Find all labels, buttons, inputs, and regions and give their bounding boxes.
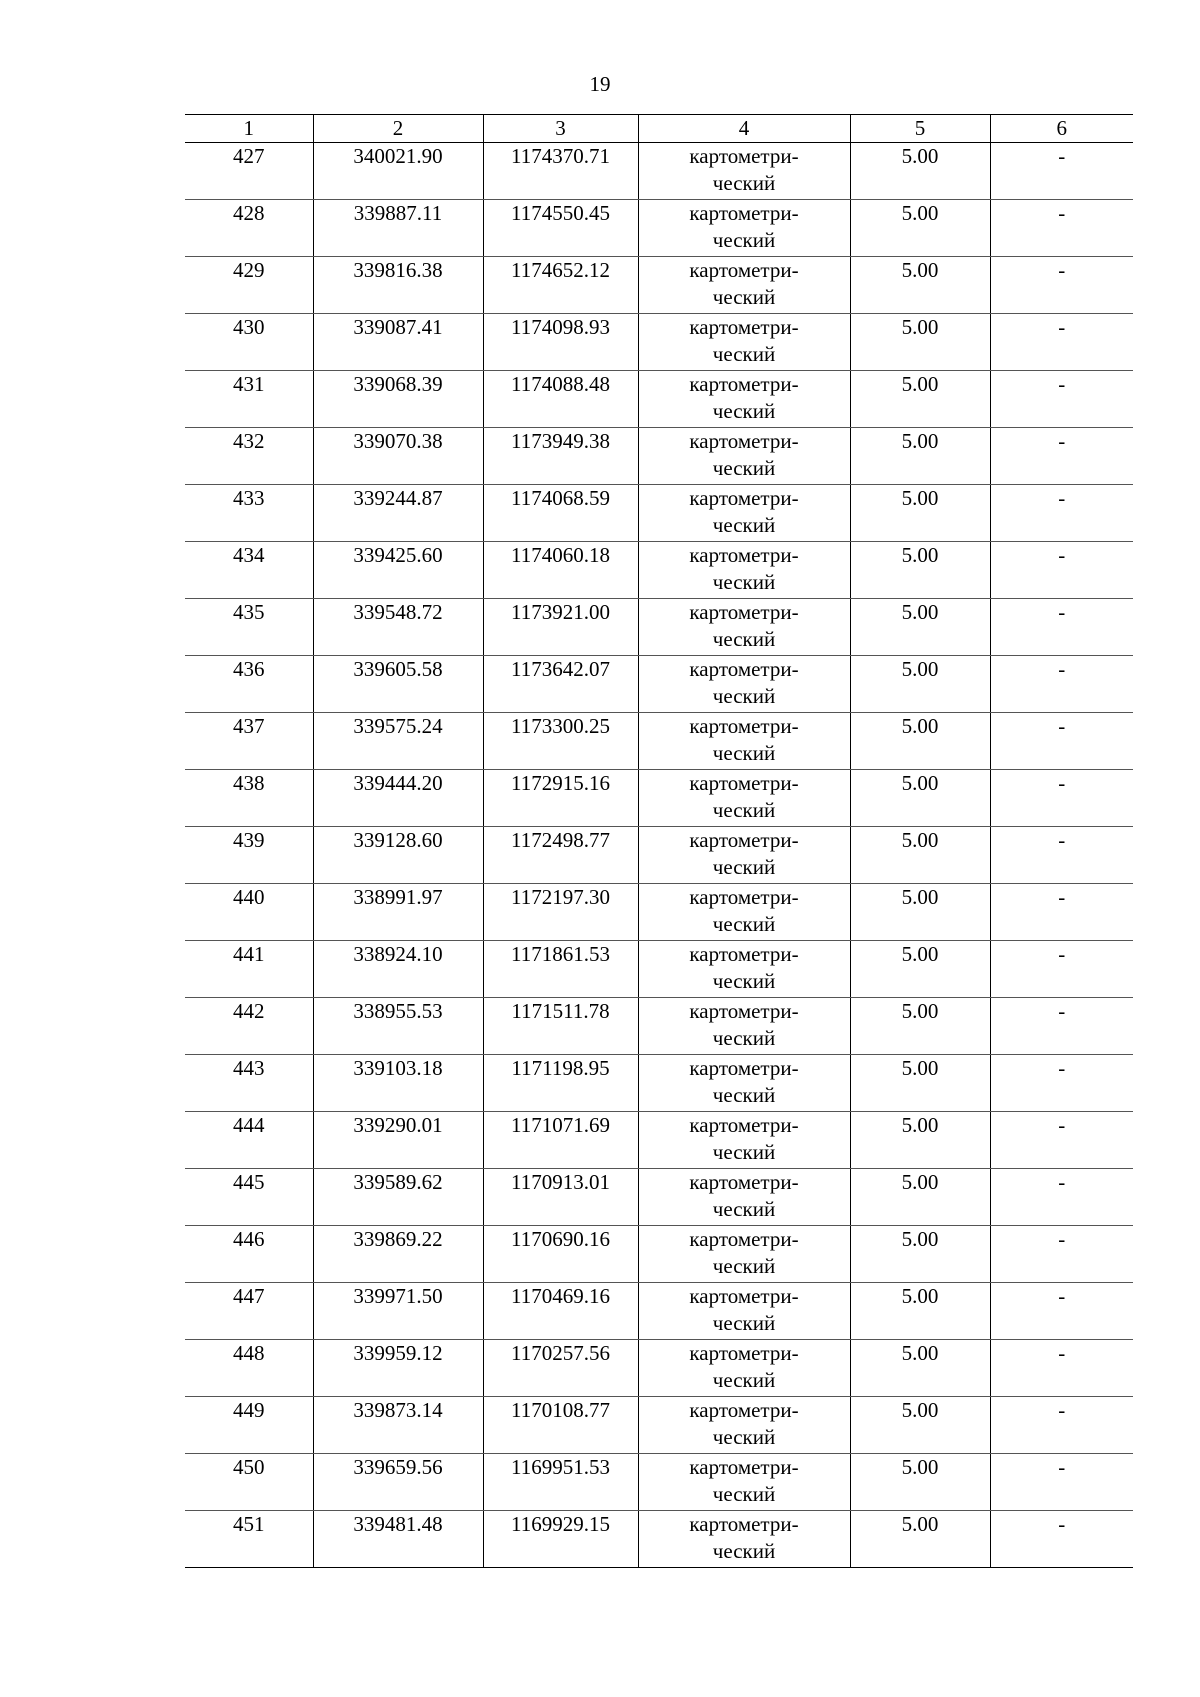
table-row — [185, 143, 1133, 200]
method-line: ческий — [712, 741, 776, 765]
x-coordinate-cell: 339605.58 — [313, 656, 483, 713]
x-coordinate-cell: 339290.01 — [313, 1112, 483, 1169]
x-coordinate-cell: 339087.41 — [313, 314, 483, 371]
note-cell: - — [990, 941, 1133, 998]
method-cell — [638, 200, 850, 257]
note-cell: - — [990, 599, 1133, 656]
note-cell: - — [990, 770, 1133, 827]
accuracy-cell: 5.00 — [850, 1340, 990, 1397]
table-row — [185, 1055, 1133, 1112]
accuracy-cell: 5.00 — [850, 713, 990, 770]
x-coordinate-cell: 339575.24 — [313, 713, 483, 770]
x-coordinate-cell: 339873.14 — [313, 1397, 483, 1454]
accuracy-cell: 5.00 — [850, 1283, 990, 1340]
x-coordinate-cell: 339068.39 — [313, 371, 483, 428]
table-row — [185, 656, 1133, 713]
y-coordinate-cell: 1173949.38 — [483, 428, 638, 485]
table-row — [185, 1340, 1133, 1397]
method-line: ческий — [712, 1140, 776, 1164]
coordinates-table — [185, 114, 1133, 1568]
point-number-cell: 432 — [185, 428, 313, 485]
accuracy-cell: 5.00 — [850, 200, 990, 257]
table-row — [185, 542, 1133, 599]
x-coordinate-cell: 339548.72 — [313, 599, 483, 656]
method-cell — [638, 827, 850, 884]
method-cell — [638, 599, 850, 656]
method-cell — [638, 1511, 850, 1568]
y-coordinate-cell: 1174088.48 — [483, 371, 638, 428]
page-number: 19 — [589, 72, 611, 96]
x-coordinate-cell: 340021.90 — [313, 143, 483, 200]
method-cell — [638, 1169, 850, 1226]
method-line: картометри- — [689, 144, 799, 168]
table-row — [185, 941, 1133, 998]
method-line: картометри- — [689, 315, 799, 339]
table-row — [185, 827, 1133, 884]
table-row — [185, 200, 1133, 257]
x-coordinate-cell: 339070.38 — [313, 428, 483, 485]
note-cell: - — [990, 1397, 1133, 1454]
table-row — [185, 257, 1133, 314]
table-row — [185, 485, 1133, 542]
point-number-cell: 448 — [185, 1340, 313, 1397]
point-number-cell: 431 — [185, 371, 313, 428]
method-line: картометри- — [689, 999, 799, 1023]
accuracy-cell: 5.00 — [850, 599, 990, 656]
point-number-cell: 427 — [185, 143, 313, 200]
y-coordinate-cell: 1170469.16 — [483, 1283, 638, 1340]
point-number-cell: 443 — [185, 1055, 313, 1112]
note-cell: - — [990, 143, 1133, 200]
accuracy-cell: 5.00 — [850, 1511, 990, 1568]
method-line: ческий — [712, 855, 776, 879]
accuracy-cell: 5.00 — [850, 542, 990, 599]
y-coordinate-cell: 1172498.77 — [483, 827, 638, 884]
note-cell: - — [990, 713, 1133, 770]
method-line: картометри- — [689, 828, 799, 852]
method-line: ческий — [712, 513, 776, 537]
method-line: ческий — [712, 969, 776, 993]
accuracy-cell: 5.00 — [850, 371, 990, 428]
method-line: картометри- — [689, 258, 799, 282]
table-row — [185, 1283, 1133, 1340]
method-cell — [638, 371, 850, 428]
note-cell: - — [990, 884, 1133, 941]
x-coordinate-cell: 339589.62 — [313, 1169, 483, 1226]
note-cell: - — [990, 428, 1133, 485]
table-body — [185, 143, 1133, 1568]
method-line: картометри- — [689, 1170, 799, 1194]
point-number-cell: 447 — [185, 1283, 313, 1340]
accuracy-cell: 5.00 — [850, 257, 990, 314]
accuracy-cell: 5.00 — [850, 1454, 990, 1511]
note-cell: - — [990, 1226, 1133, 1283]
method-line: ческий — [712, 1083, 776, 1107]
note-cell: - — [990, 485, 1133, 542]
accuracy-cell: 5.00 — [850, 143, 990, 200]
method-line: ческий — [712, 798, 776, 822]
x-coordinate-cell: 339481.48 — [313, 1511, 483, 1568]
point-number-cell: 429 — [185, 257, 313, 314]
method-line: ческий — [712, 171, 776, 195]
table-row — [185, 884, 1133, 941]
method-cell — [638, 998, 850, 1055]
method-line: картометри- — [689, 657, 799, 681]
y-coordinate-cell: 1171198.95 — [483, 1055, 638, 1112]
table-row — [185, 1169, 1133, 1226]
method-line: картометри- — [689, 201, 799, 225]
y-coordinate-cell: 1173642.07 — [483, 656, 638, 713]
method-line: ческий — [712, 399, 776, 423]
method-line: ческий — [712, 684, 776, 708]
point-number-cell: 449 — [185, 1397, 313, 1454]
method-line: картометри- — [689, 1227, 799, 1251]
y-coordinate-cell: 1171511.78 — [483, 998, 638, 1055]
method-cell — [638, 428, 850, 485]
accuracy-cell: 5.00 — [850, 941, 990, 998]
table-row — [185, 1397, 1133, 1454]
note-cell: - — [990, 1511, 1133, 1568]
table-row — [185, 1511, 1133, 1568]
method-line: картометри- — [689, 1284, 799, 1308]
note-cell: - — [990, 542, 1133, 599]
accuracy-cell: 5.00 — [850, 1112, 990, 1169]
y-coordinate-cell: 1173921.00 — [483, 599, 638, 656]
note-cell: - — [990, 257, 1133, 314]
method-cell — [638, 257, 850, 314]
method-line: ческий — [712, 1368, 776, 1392]
x-coordinate-cell: 338924.10 — [313, 941, 483, 998]
accuracy-cell: 5.00 — [850, 1169, 990, 1226]
method-line: ческий — [712, 1026, 776, 1050]
accuracy-cell: 5.00 — [850, 770, 990, 827]
method-line: картометри- — [689, 600, 799, 624]
note-cell: - — [990, 827, 1133, 884]
note-cell: - — [990, 1340, 1133, 1397]
table-header — [185, 115, 1133, 143]
method-line: картометри- — [689, 1398, 799, 1422]
x-coordinate-cell: 339444.20 — [313, 770, 483, 827]
method-line: ческий — [712, 1311, 776, 1335]
table-row — [185, 998, 1133, 1055]
y-coordinate-cell: 1174370.71 — [483, 143, 638, 200]
x-coordinate-cell: 339244.87 — [313, 485, 483, 542]
point-number-cell: 428 — [185, 200, 313, 257]
method-line: ческий — [712, 228, 776, 252]
table-row — [185, 1226, 1133, 1283]
method-line: картометри- — [689, 885, 799, 909]
point-number-cell: 450 — [185, 1454, 313, 1511]
x-coordinate-cell: 339869.22 — [313, 1226, 483, 1283]
x-coordinate-cell: 339425.60 — [313, 542, 483, 599]
method-cell — [638, 1226, 850, 1283]
accuracy-cell: 5.00 — [850, 656, 990, 713]
y-coordinate-cell: 1174068.59 — [483, 485, 638, 542]
accuracy-cell: 5.00 — [850, 1226, 990, 1283]
column-header-3: 3 — [483, 115, 638, 143]
y-coordinate-cell: 1169929.15 — [483, 1511, 638, 1568]
accuracy-cell: 5.00 — [850, 827, 990, 884]
method-line: картометри- — [689, 1113, 799, 1137]
point-number-cell: 436 — [185, 656, 313, 713]
y-coordinate-cell: 1172915.16 — [483, 770, 638, 827]
note-cell: - — [990, 200, 1133, 257]
column-header-5: 5 — [850, 115, 990, 143]
point-number-cell: 446 — [185, 1226, 313, 1283]
method-cell — [638, 1454, 850, 1511]
x-coordinate-cell: 339128.60 — [313, 827, 483, 884]
method-line: ческий — [712, 1539, 776, 1563]
x-coordinate-cell: 339659.56 — [313, 1454, 483, 1511]
accuracy-cell: 5.00 — [850, 1397, 990, 1454]
x-coordinate-cell: 339887.11 — [313, 200, 483, 257]
method-line: картометри- — [689, 942, 799, 966]
method-cell — [638, 884, 850, 941]
note-cell: - — [990, 1055, 1133, 1112]
table-row — [185, 1112, 1133, 1169]
accuracy-cell: 5.00 — [850, 1055, 990, 1112]
column-header-4: 4 — [638, 115, 850, 143]
point-number-cell: 441 — [185, 941, 313, 998]
note-cell: - — [990, 998, 1133, 1055]
method-line: ческий — [712, 1254, 776, 1278]
x-coordinate-cell: 338991.97 — [313, 884, 483, 941]
method-line: ческий — [712, 1197, 776, 1221]
method-cell — [638, 485, 850, 542]
table-row — [185, 1454, 1133, 1511]
method-line: ческий — [712, 285, 776, 309]
method-line: картометри- — [689, 1056, 799, 1080]
note-cell: - — [990, 1283, 1133, 1340]
method-line: ческий — [712, 627, 776, 651]
method-cell — [638, 770, 850, 827]
point-number-cell: 439 — [185, 827, 313, 884]
column-header-1: 1 — [185, 115, 313, 143]
method-line: картометри- — [689, 372, 799, 396]
point-number-cell: 430 — [185, 314, 313, 371]
method-line: ческий — [712, 342, 776, 366]
method-line: ческий — [712, 1482, 776, 1506]
table-row — [185, 371, 1133, 428]
method-cell — [638, 314, 850, 371]
header-row — [185, 115, 1133, 143]
y-coordinate-cell: 1174550.45 — [483, 200, 638, 257]
y-coordinate-cell: 1174098.93 — [483, 314, 638, 371]
method-cell — [638, 1283, 850, 1340]
point-number-cell: 445 — [185, 1169, 313, 1226]
point-number-cell: 435 — [185, 599, 313, 656]
method-line: картометри- — [689, 543, 799, 567]
y-coordinate-cell: 1170108.77 — [483, 1397, 638, 1454]
x-coordinate-cell: 339971.50 — [313, 1283, 483, 1340]
point-number-cell: 444 — [185, 1112, 313, 1169]
method-cell — [638, 656, 850, 713]
note-cell: - — [990, 1169, 1133, 1226]
y-coordinate-cell: 1173300.25 — [483, 713, 638, 770]
note-cell: - — [990, 314, 1133, 371]
column-header-2: 2 — [313, 115, 483, 143]
method-cell — [638, 941, 850, 998]
note-cell: - — [990, 1112, 1133, 1169]
y-coordinate-cell: 1170913.01 — [483, 1169, 638, 1226]
table-row — [185, 428, 1133, 485]
method-line: картометри- — [689, 486, 799, 510]
method-cell — [638, 713, 850, 770]
y-coordinate-cell: 1170690.16 — [483, 1226, 638, 1283]
y-coordinate-cell: 1169951.53 — [483, 1454, 638, 1511]
point-number-cell: 442 — [185, 998, 313, 1055]
x-coordinate-cell: 339959.12 — [313, 1340, 483, 1397]
method-line: картометри- — [689, 1341, 799, 1365]
table-row — [185, 770, 1133, 827]
method-line: картометри- — [689, 1512, 799, 1536]
y-coordinate-cell: 1172197.30 — [483, 884, 638, 941]
method-cell — [638, 542, 850, 599]
accuracy-cell: 5.00 — [850, 428, 990, 485]
column-header-6: 6 — [990, 115, 1133, 143]
method-line: ческий — [712, 456, 776, 480]
point-number-cell: 438 — [185, 770, 313, 827]
method-line: картометри- — [689, 1455, 799, 1479]
accuracy-cell: 5.00 — [850, 998, 990, 1055]
note-cell: - — [990, 371, 1133, 428]
method-cell — [638, 143, 850, 200]
y-coordinate-cell: 1170257.56 — [483, 1340, 638, 1397]
method-line: ческий — [712, 570, 776, 594]
table-row — [185, 599, 1133, 656]
note-cell: - — [990, 1454, 1133, 1511]
method-line: картометри- — [689, 429, 799, 453]
table-row — [185, 713, 1133, 770]
method-line: картометри- — [689, 771, 799, 795]
y-coordinate-cell: 1171861.53 — [483, 941, 638, 998]
x-coordinate-cell: 339816.38 — [313, 257, 483, 314]
y-coordinate-cell: 1174060.18 — [483, 542, 638, 599]
method-cell — [638, 1055, 850, 1112]
method-line: ческий — [712, 912, 776, 936]
accuracy-cell: 5.00 — [850, 485, 990, 542]
method-cell — [638, 1340, 850, 1397]
table-row — [185, 314, 1133, 371]
method-cell — [638, 1397, 850, 1454]
accuracy-cell: 5.00 — [850, 314, 990, 371]
point-number-cell: 434 — [185, 542, 313, 599]
method-line: ческий — [712, 1425, 776, 1449]
y-coordinate-cell: 1174652.12 — [483, 257, 638, 314]
y-coordinate-cell: 1171071.69 — [483, 1112, 638, 1169]
point-number-cell: 451 — [185, 1511, 313, 1568]
method-cell — [638, 1112, 850, 1169]
point-number-cell: 440 — [185, 884, 313, 941]
method-line: картометри- — [689, 714, 799, 738]
x-coordinate-cell: 339103.18 — [313, 1055, 483, 1112]
x-coordinate-cell: 338955.53 — [313, 998, 483, 1055]
accuracy-cell: 5.00 — [850, 884, 990, 941]
note-cell: - — [990, 656, 1133, 713]
point-number-cell: 433 — [185, 485, 313, 542]
point-number-cell: 437 — [185, 713, 313, 770]
